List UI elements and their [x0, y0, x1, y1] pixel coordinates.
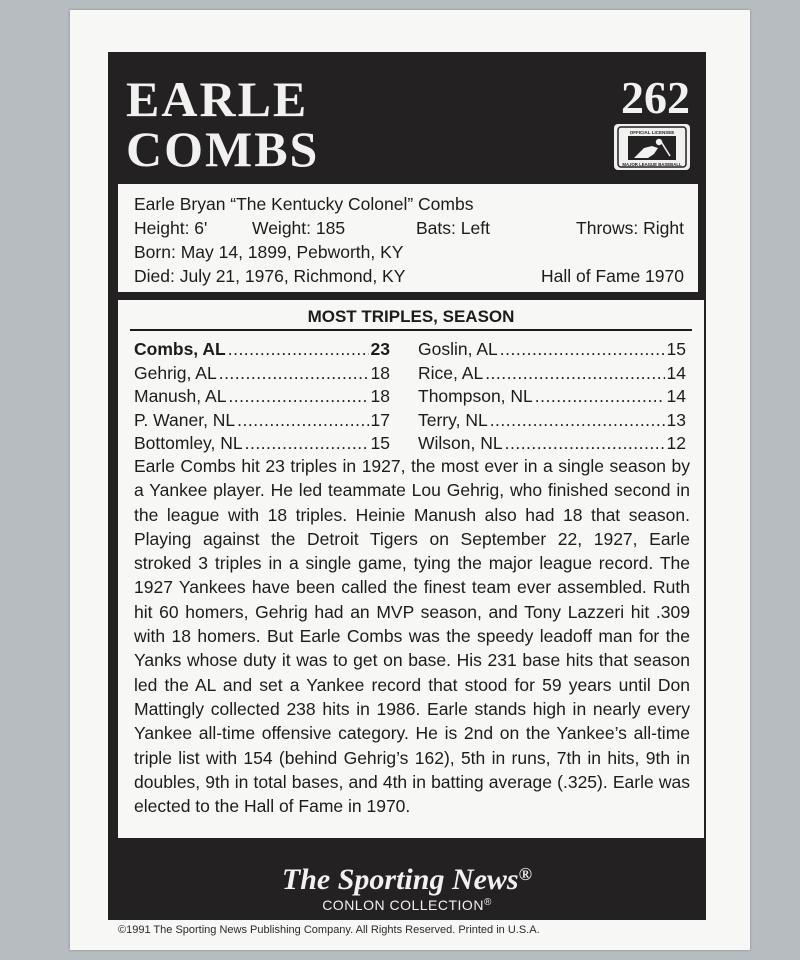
triples-list-left — [134, 338, 390, 456]
stat-name: Wilson, NL — [418, 433, 503, 454]
stat-name: Combs, AL — [134, 339, 226, 359]
stat-name: Goslin, AL — [418, 339, 498, 359]
stat-row — [418, 338, 686, 362]
collection-label — [108, 894, 706, 914]
stat-row — [134, 385, 390, 409]
stat-value: 18 — [370, 386, 390, 407]
copyright-line: ©1991 The Sporting News Publishing Company. All Rights Reserved. Printed in U.S.A. — [118, 924, 540, 936]
stat-name: Manush, AL — [134, 386, 227, 407]
stat-value: 23 — [370, 339, 390, 359]
stat-name: Gehrig, AL — [134, 362, 217, 383]
section-title: MOST TRIPLES, SEASON — [307, 307, 515, 326]
player-name — [126, 71, 320, 177]
stat-value: 13 — [666, 409, 686, 430]
bio-physical-row — [134, 216, 684, 240]
stat-row — [134, 338, 390, 362]
stat-name: Rice, AL — [418, 362, 484, 383]
stat-row — [418, 409, 686, 433]
sporting-news-wordmark — [108, 856, 706, 898]
bio-died: Died: July 21, 1976, Richmond, KY — [134, 266, 406, 286]
stat-name: Thompson, NL — [418, 386, 533, 407]
stat-value: 15 — [370, 433, 390, 454]
stat-value: 17 — [370, 409, 390, 430]
stat-row — [134, 362, 390, 386]
stat-row — [418, 362, 686, 386]
card-number: 262 — [621, 72, 690, 123]
bio-hall-of-fame: Hall of Fame 1970 — [541, 266, 684, 286]
stat-row — [418, 385, 686, 409]
brand-name: The Sporting News — [281, 863, 519, 896]
stat-row — [418, 432, 686, 456]
collection-registered-mark: ® — [483, 897, 492, 908]
mlb-licensee-logo — [614, 124, 690, 170]
stat-value: 14 — [666, 362, 686, 383]
triples-list-right — [418, 338, 686, 456]
stat-value: 14 — [666, 386, 686, 407]
logo-text-top: OFFICIAL LICENSEE — [629, 130, 675, 135]
player-name-first: EARLE — [126, 71, 309, 127]
bio-weight: Weight: 185 — [252, 218, 346, 238]
bio-died-row — [134, 264, 684, 288]
stat-value: 12 — [666, 433, 686, 454]
bio-box — [118, 184, 698, 292]
bio-born: Born: May 14, 1899, Pebworth, KY — [134, 242, 404, 262]
mlb-logo-icon — [614, 124, 690, 170]
title-rule — [130, 329, 692, 331]
stat-name: Bottomley, NL — [134, 433, 243, 454]
stats-box — [118, 300, 704, 838]
stat-name: Terry, NL — [418, 409, 488, 430]
logo-text-bottom: MAJOR LEAGUE BASEBALL — [622, 162, 682, 167]
bio-full-name: Earle Bryan “The Kentucky Colonel” Combs — [134, 194, 474, 214]
bio-height: Height: 6' — [134, 218, 208, 238]
brand-registered-mark: ® — [518, 864, 533, 884]
bio-throws: Throws: Right — [576, 218, 684, 238]
career-summary-paragraph: Earle Combs hit 23 triples in 1927, the most ever in a single season by a Yankee player. He led teammate Lou Gehrig, who finished second in the league with 18 triples. Heinie Manush also had 18 that season. Playing against the Detroit Tigers on September 22, 1927, Earle stroked 3 triples in a single game, tying the major league record. The 1927 Yankees have been called the finest team ever assembled. Ruth hit 60 homers, Gehrig had an MVP season, and Tony Lazzeri hit .309 with 18 homers. But Earle Combs was the speedy leadoff man for the Yanks whose duty it was to get on base. His 231 base hits that season led the AL and set a Yankee record that stood for 59 years until Don Mattingly collected 238 hits in 1986. Earle stands high in nearly every Yankee all-time offensive category. He is 2nd on the Yankee’s all-time triple list with 154 (behind Gehrig’s 162), 5th in runs, 7th in hits, 9th in doubles, 9th in total bases, and 4th in batting average (.325). Earle was elected to the Hall of Fame in 1970. — [134, 456, 690, 817]
stat-value: 18 — [370, 362, 390, 383]
player-name-last: COMBS — [126, 121, 320, 177]
stat-row — [134, 409, 390, 433]
stat-name: P. Waner, NL — [134, 409, 236, 430]
collection-name: CONLON COLLECTION — [322, 897, 484, 913]
stat-value: 15 — [666, 339, 686, 359]
bio-bats: Bats: Left — [416, 218, 490, 238]
stat-row — [134, 432, 390, 456]
